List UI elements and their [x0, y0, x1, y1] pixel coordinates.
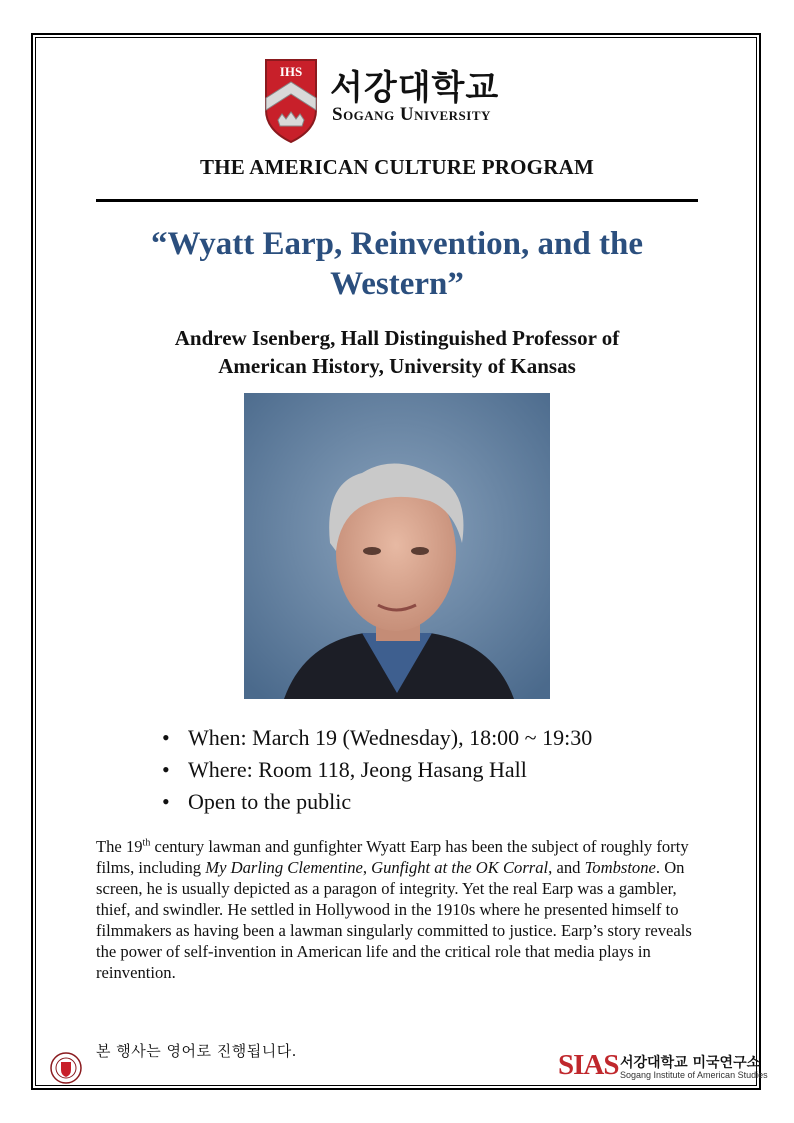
abstract-text-5: . On screen, he is usually depicted as a paragon of integrity. Yet the real Earp was a gambler, thief, and swindler. He settled in Hollywood in the 1910s where he presented himself to filmmakers as having been a lawman singularly committed to justice. Earp’s story reveals the power of self-invention in American life and the critical role that media plays in reinvention. — [96, 858, 692, 982]
shield-icon — [262, 58, 320, 144]
sias-mark: SIAS — [558, 1049, 619, 1081]
program-heading: THE AMERICAN CULTURE PROGRAM — [200, 155, 594, 179]
bullet-icon: • — [162, 789, 170, 814]
event-access — [160, 786, 592, 818]
abstract-text-3: , — [362, 858, 372, 877]
event-where-text: Where: Room 118, Jeong Hasang Hall — [188, 757, 527, 782]
abstract-superscript: th — [142, 837, 151, 849]
film-title-3: Tombstone — [584, 858, 656, 877]
bullet-icon: • — [162, 757, 170, 782]
sias-korean-name: 서강대학교 미국연구소 — [620, 1055, 761, 1071]
speaker-line-1: Andrew Isenberg, Hall Distinguished Professor of — [174, 326, 620, 350]
university-name-korean: 서강대학교 — [330, 68, 500, 108]
university-seal-icon — [50, 1052, 82, 1084]
language-note: 본 행사는 영어로 진행됩니다. — [96, 1042, 297, 1060]
university-name-english: Sogang University — [332, 104, 491, 125]
speaker-info — [110, 324, 684, 380]
film-title-2: Gunfight at the OK Corral — [371, 858, 549, 877]
event-where — [160, 754, 592, 786]
talk-abstract — [96, 836, 706, 983]
event-when-text: When: March 19 (Wednesday), 18:00 ~ 19:30 — [188, 725, 593, 750]
sias-logo — [556, 1049, 768, 1082]
abstract-text-4: , and — [548, 858, 585, 877]
event-access-text: Open to the public — [188, 789, 352, 814]
event-details-list — [160, 722, 592, 818]
university-logo — [262, 58, 542, 148]
shield-text: IHS — [279, 64, 303, 79]
talk-title: “Wyatt Earp, Reinvention, and the Western” — [151, 226, 643, 302]
heading-divider — [96, 199, 698, 202]
sias-english-name: Sogang Institute of American Studies — [620, 1070, 768, 1080]
speaker-portrait-image — [244, 393, 550, 699]
bullet-icon: • — [162, 725, 170, 750]
event-when — [160, 722, 592, 754]
abstract-text-2: century lawman and gunfighter Wyatt Earp has been the subject of roughly forty films, including — [96, 837, 689, 877]
speaker-line-2: American History, University of Kansas — [218, 354, 576, 378]
film-title-1: My Darling Clementine — [205, 858, 363, 877]
speaker-photo — [244, 393, 550, 699]
abstract-text-1: The 19 — [96, 837, 143, 856]
